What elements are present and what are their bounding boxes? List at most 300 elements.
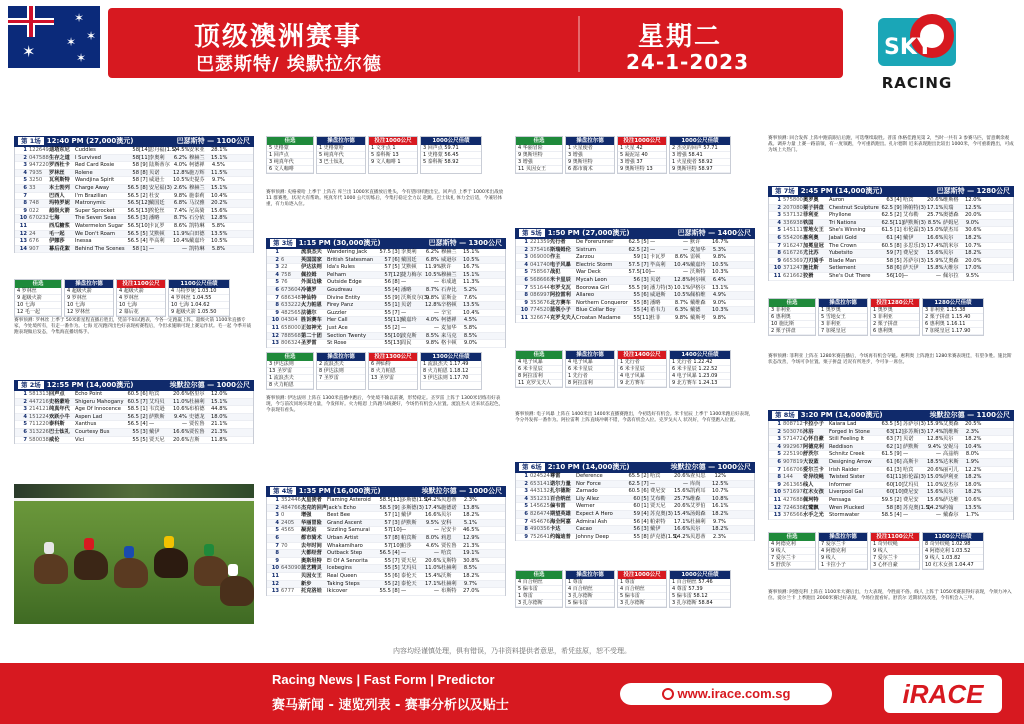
tip-table [266, 352, 314, 390]
disclaimer: 内容均经谨慎处理，俱有错误，乃非资料提供者意思，希凭兹原，恕不受理。 [393, 647, 631, 655]
runner-row[interactable] [769, 505, 1013, 513]
tip-row: 9 罗林丝 [65, 295, 113, 302]
race-prize: (14,000澳元) [832, 411, 883, 419]
jockey-strike: — [935, 272, 941, 279]
runner-row[interactable] [267, 302, 505, 310]
runner-row[interactable] [769, 197, 1013, 205]
runner-trainer: 贾佐鲁 [441, 542, 457, 549]
race-header-right [937, 186, 1010, 197]
tip-row: 2 栗子拼盘 [871, 321, 919, 328]
runner-weight: 56 [384, 279, 391, 286]
trainer-strike: 5.1% [463, 519, 477, 526]
runner-number: 10 [520, 307, 528, 314]
race-number: 第 4场 [270, 487, 296, 495]
runner-name-en: Urban Artist [327, 534, 359, 541]
runner-row[interactable] [267, 317, 505, 325]
runner-number: 7 [275, 542, 279, 549]
runner-trainer: 柯尔顿 [690, 276, 706, 283]
runner-name-cn: 罗林丝 [49, 169, 65, 176]
runner-row[interactable] [267, 279, 505, 287]
runner-barrier: [8] [140, 184, 148, 191]
runner-name-cn: 布罗戈瓦 [550, 284, 571, 291]
runner-trainer: 麦加华 [690, 246, 706, 253]
tip-row: 6 米卡星辰 [516, 366, 562, 373]
runner-row[interactable] [15, 429, 253, 437]
runner-row[interactable] [516, 315, 754, 323]
runner-trainer: 石分依 [189, 215, 205, 222]
runner-number: 3 [524, 488, 528, 495]
runner-jockey: 沃斯皮尔(3) [401, 294, 430, 301]
race-header [768, 186, 1014, 197]
runner-trainer: 库尚 [690, 480, 701, 487]
runner-name-cn: 刀刃骑手 [803, 257, 824, 264]
runner-number: 7 [275, 294, 279, 301]
runner-row[interactable] [267, 573, 505, 581]
runner-trainer: 艾罗伯 [690, 503, 706, 510]
runner-weight: 57 [384, 542, 391, 549]
runner-name-en: Wandjina Spirit [75, 177, 115, 184]
runner-weight: 55 [384, 557, 391, 564]
runner-jockey: 潘略 [149, 215, 160, 222]
runner-trainer: 佩柏维 [690, 292, 706, 299]
runner-weight: 55 [384, 340, 391, 347]
tip-row: 12 毛一起 [15, 309, 61, 316]
runner-name-cn: 克罗戈夫人 [550, 314, 576, 321]
runner-trainer: 凯特琳 [189, 222, 205, 229]
trainer-strike: 21.3% [211, 428, 228, 435]
runner-number: 9 [275, 309, 279, 316]
runner-weight: 56.5 [127, 215, 139, 222]
runner-row[interactable] [769, 250, 1013, 258]
runner-barrier: [10] [391, 542, 402, 549]
race-4-tips [515, 136, 731, 174]
runner-weight: 58 [132, 169, 139, 176]
trainer-strike: 20.5% [965, 421, 982, 427]
trainer-strike: 10.5% [211, 238, 228, 245]
runner-trainer: 施德诺 [441, 504, 457, 511]
runner-list [768, 421, 1014, 520]
runner-barrier: [8] [641, 533, 649, 540]
jockey-strike: 8.5% [927, 219, 941, 226]
runner-number: 4 [777, 443, 781, 450]
runner-name-en: Auron [829, 197, 845, 203]
runner-trainer: 贝瑞 [943, 204, 954, 211]
runner-form: 571697 [783, 489, 803, 496]
runner-row[interactable] [769, 489, 1013, 497]
tip-row: 2 栗子拼盘 [769, 328, 815, 335]
runner-row[interactable] [267, 333, 505, 341]
runner-number: 8 [777, 250, 781, 257]
runner-trainer: 穆赫兰 [189, 184, 205, 191]
runner-row[interactable] [516, 307, 754, 315]
jockey-strike: 17.1% [425, 580, 442, 587]
jockey-strike: 11.0% [927, 481, 944, 488]
trainer-strike: 18.0% [965, 481, 982, 488]
race-time: 1:50 PM [547, 229, 580, 237]
runner-row[interactable] [267, 325, 505, 333]
runner-form: 041740 [530, 261, 550, 268]
runner-row[interactable] [516, 488, 754, 496]
runner-row[interactable] [15, 391, 253, 399]
jockey-strike: 6.2% [173, 154, 187, 161]
runner-row[interactable] [769, 474, 1013, 482]
runner-weight: 56.5 [379, 550, 391, 557]
runner-row[interactable] [267, 512, 505, 520]
runner-name-en: Echo Point [75, 391, 103, 397]
runner-jockey: 哈宾 [903, 466, 914, 473]
trainer-strike: 10.5% [463, 256, 480, 263]
runner-weight: 58 [132, 147, 139, 153]
runner-row[interactable] [15, 200, 253, 208]
jockey-strike: — [433, 588, 439, 595]
race-prize: (14,000澳元) [83, 381, 134, 389]
runner-form: 575800 [783, 197, 803, 203]
jockey-strike: — [433, 279, 439, 286]
trainer-strike: 21.1% [211, 421, 228, 428]
runner-row[interactable] [267, 340, 505, 348]
trainer-strike: 10.7% [965, 242, 982, 249]
jockey-strike: 12.8% [425, 302, 442, 309]
runner-number: 4 [524, 261, 528, 268]
runner-weight: 55 [384, 286, 391, 293]
runner-row[interactable] [769, 273, 1013, 281]
runner-row[interactable] [769, 212, 1013, 220]
runner-number: 5 [777, 451, 781, 458]
runner-form: 04304 [281, 317, 298, 324]
runner-jockey: 苏萨尔(3) [903, 257, 926, 264]
runner-name-en: Northern Conqueror [576, 299, 628, 306]
runner-row[interactable] [267, 550, 505, 558]
runner-name-cn: 都市骑术 [301, 534, 322, 541]
runner-barrier: [1] [641, 503, 649, 510]
runner-jockey: 戴伊 [903, 234, 914, 241]
tip-row: 12 罗林丝 [65, 309, 113, 316]
runner-row[interactable] [15, 215, 253, 223]
tip-table [617, 570, 667, 608]
trainer-strike: 6.4% [712, 276, 726, 283]
tip-table-header: 操盘拉尔德 [819, 299, 867, 307]
svg-text:SKY: SKY [884, 35, 933, 60]
tip-table [565, 570, 615, 608]
runner-barrier: [6] [140, 391, 148, 397]
tip-table-header: 1100公尺佳绩 [923, 533, 983, 541]
trainer-strike: 12.8% [211, 215, 228, 222]
runner-row[interactable] [769, 497, 1013, 505]
runner-row[interactable] [516, 503, 754, 511]
runner-jockey: 思丹福(1.5) [149, 147, 177, 153]
runner-name-cn: 水手之光 [803, 512, 824, 519]
runner-row[interactable] [267, 565, 505, 573]
runner-name-cn: 爱尔兰卡 [803, 466, 824, 473]
runner-barrier: [9] [894, 451, 902, 458]
tip-row: 4 百合纳丝 [566, 586, 614, 593]
runner-number: 2 [275, 504, 279, 511]
runner-row[interactable] [15, 185, 253, 193]
runner-name-en: Outside Edge [327, 279, 362, 286]
runner-weight: 62.5 [628, 246, 640, 253]
runner-name-cn: 佩珂特 [803, 496, 819, 503]
runner-jockey: 费尼安 [903, 489, 919, 496]
runner-barrier: [8] [894, 504, 902, 511]
runner-form: 443132 [530, 488, 550, 495]
trainer-strike: 4.9% [712, 292, 726, 299]
runner-row[interactable] [267, 287, 505, 295]
runner-weight: 61.5 [881, 227, 893, 234]
runner-row[interactable] [516, 269, 754, 277]
runner-form: 214121 [29, 406, 49, 413]
runner-barrier: [7] [140, 177, 148, 184]
runner-form: 207080 [783, 204, 803, 211]
tip-table [870, 532, 920, 570]
runner-row[interactable] [516, 254, 754, 262]
runner-weight: 60 [633, 503, 640, 510]
runner-jockey: — [903, 272, 909, 279]
tip-row: 13 圣罗雷 [267, 368, 313, 375]
runner-barrier: [2] [392, 324, 400, 331]
runner-row[interactable] [769, 227, 1013, 235]
runner-form: 353676 [530, 299, 550, 306]
tip-row: 1 史格蒙哈 [317, 145, 365, 152]
runner-row[interactable] [267, 249, 505, 257]
runner-name-cn: 正如神光 [301, 324, 322, 331]
runner-barrier: [7] [894, 250, 902, 257]
runner-name-cn: 伊娜莎 [49, 238, 65, 245]
race-1-tips [14, 279, 230, 317]
runner-row[interactable] [516, 292, 754, 300]
runner-name-en: Kaiara Lad [829, 421, 857, 427]
runner-number: 9 [524, 533, 528, 540]
runner-jockey: 潘略 [650, 299, 661, 306]
runner-row[interactable] [516, 473, 754, 481]
jockey-strike: 8.0% [425, 534, 439, 541]
runner-name-en: Ikicover [327, 588, 348, 595]
runner-trainer: 安杰尔 [943, 481, 959, 488]
jockey-strike: 4.0% [425, 317, 439, 324]
runner-row[interactable] [516, 534, 754, 542]
tip-table [316, 136, 366, 174]
jockey-strike: — [433, 527, 439, 534]
runner-name-en: Pelham [327, 271, 347, 278]
runner-row[interactable] [15, 231, 253, 239]
runner-weight: 58 [132, 154, 139, 161]
runner-trainer: 戴德 [690, 307, 701, 314]
runner-row[interactable] [267, 497, 505, 505]
runner-row[interactable] [267, 581, 505, 589]
runner-form: 024524 [530, 473, 550, 479]
runner-name-cn: 米卡星辰 [550, 276, 571, 283]
tip-row: 4 电子风暴 [516, 359, 562, 366]
runner-row[interactable] [267, 264, 505, 272]
runner-number: 1 [23, 391, 27, 397]
jockey-strike: — [682, 239, 688, 245]
runner-row[interactable] [267, 527, 505, 535]
runner-row[interactable] [769, 235, 1013, 243]
runner-name-cn: 卡拉小子 [803, 421, 824, 427]
runner-number: 5 [23, 177, 27, 184]
runner-name-cn: 雪地女王 [803, 227, 824, 234]
jockey-strike: 8.6% [674, 254, 688, 261]
runner-row[interactable] [15, 223, 253, 231]
runner-jockey: — [149, 421, 155, 428]
runner-row[interactable] [516, 239, 754, 247]
runner-row[interactable] [267, 535, 505, 543]
runner-jockey: 苏萨尔(3) [903, 421, 926, 427]
race-5-tips [515, 350, 731, 388]
runner-number: 6 [23, 428, 27, 435]
jockey-strike: 20.6% [425, 557, 442, 564]
runner-row[interactable] [15, 421, 253, 429]
runner-name-en: Werner [576, 503, 595, 510]
runner-trainer: 沃斯 [441, 572, 452, 579]
jockey-strike: 16.6% [674, 526, 691, 533]
runner-row[interactable] [769, 512, 1013, 520]
runner-trainer: 施万辉 [189, 169, 205, 176]
tip-row: 7 加冕皇冠 [819, 328, 867, 335]
runner-weight: 56.5 [127, 184, 139, 191]
runner-barrier: [4] [140, 421, 148, 428]
runner-trainer: 凯米尔 [943, 242, 959, 249]
runner-row[interactable] [769, 421, 1013, 429]
runner-number: 10 [773, 265, 781, 272]
runner-form: 581313 [29, 391, 49, 397]
runner-row[interactable] [15, 162, 253, 170]
runner-trainer: 史提芬 [189, 177, 205, 184]
runner-trainer: 凯莉耳 [690, 488, 706, 495]
runner-row[interactable] [15, 246, 253, 254]
tip-table-header: 投注1000公尺 [618, 571, 666, 579]
runner-trainer: 尼高骑 [189, 207, 205, 214]
runner-jockey: — [903, 451, 909, 458]
race-time: 12:55 PM [46, 381, 84, 389]
runner-row[interactable] [15, 437, 253, 445]
runner-form: 375416 [530, 246, 550, 253]
date-label: 24-1-2023 [626, 50, 750, 74]
runner-list [266, 497, 506, 596]
runner-barrier: [12] [893, 428, 904, 435]
jockey-strike: 6.8% [173, 200, 187, 207]
runner-name-en: Admiral Ash [576, 518, 608, 525]
runner-weight: 56 [633, 526, 640, 533]
runner-form: 122649 [29, 147, 49, 153]
tip-row: 4 阿德克利 [769, 541, 815, 548]
runner-jockey: 多斯德(3) [401, 504, 424, 511]
runner-form: 70 [281, 542, 288, 549]
runner-name-en: Shigeru Mahogany [75, 398, 124, 405]
website-link[interactable] [620, 683, 832, 705]
runner-number: 5 [777, 227, 781, 234]
runner-name-en: Section Twenty [327, 332, 367, 339]
runner-row[interactable] [267, 588, 505, 596]
runner-number: 5 [275, 527, 279, 534]
runner-weight: 55.5 [628, 284, 640, 291]
runner-name-en: Johnny Deep [576, 533, 609, 540]
runner-weight: 55 [384, 302, 391, 309]
runner-trainer: 伊格尔 [690, 284, 706, 291]
runner-name-cn: 线人 [803, 481, 814, 488]
runner-number: 1 [524, 239, 528, 245]
runner-name-cn: 施比斯 [803, 265, 819, 272]
runner-number: 1 [275, 249, 279, 255]
runner-row[interactable] [516, 277, 754, 285]
runner-form: 806324 [281, 340, 301, 347]
runner-name-en: Boorowa Girl [576, 284, 610, 291]
runner-form [29, 223, 49, 230]
trainer-strike: 5.8% [211, 245, 225, 252]
tip-row: 1 流浪杰夫 1.17.49 [421, 361, 481, 368]
runner-jockey: — [650, 480, 656, 487]
runner-weight: 58 [132, 245, 139, 252]
tip-row: 10 红木女孩 1.04.47 [923, 562, 983, 569]
runner-weight: 58 [886, 257, 893, 264]
tip-row: 4 百合纳丝 [618, 586, 666, 593]
tip-table [368, 136, 418, 174]
runner-row[interactable] [769, 459, 1013, 467]
runner-barrier: [4] [641, 518, 649, 525]
tip-row: 4 百合纳丝 [516, 579, 562, 586]
runner-row[interactable] [516, 526, 754, 534]
runner-row[interactable] [15, 147, 253, 155]
race-1-card [14, 136, 254, 253]
runner-barrier: [4] [140, 238, 148, 245]
race-header-left [270, 486, 381, 497]
runner-weight: 55.5 [379, 588, 391, 595]
race-header-right [930, 410, 1010, 421]
runner-row[interactable] [769, 436, 1013, 444]
runner-row[interactable] [516, 511, 754, 519]
runner-jockey: — [401, 324, 407, 331]
runner-name-cn: 菲利亚 [803, 212, 819, 219]
tip-table-header: 操盘拉尔德 [566, 137, 614, 145]
runner-jockey: 萨默斯 [903, 443, 919, 450]
runner-row[interactable] [15, 406, 253, 414]
runner-trainer: 默许 [690, 239, 701, 245]
runner-trainer: 贝尔 [690, 526, 701, 533]
runner-name-en: Nor Force [576, 480, 601, 487]
runner-name-cn: 百合纳丝 [550, 495, 571, 502]
runner-form: 758567 [530, 269, 550, 276]
runner-form: 758 [281, 271, 291, 278]
runner-barrier: [11] [139, 154, 150, 161]
runner-row[interactable] [769, 451, 1013, 459]
runner-weight: 55 [384, 294, 391, 301]
runner-row[interactable] [769, 265, 1013, 273]
runner-form: 633222 [281, 302, 301, 309]
race-number: 第 7场 [772, 187, 798, 195]
runner-form: 788568 [281, 332, 301, 339]
tip-row: 9 北方赛车 [618, 380, 666, 387]
horse-race-photo [14, 484, 254, 624]
runner-weight: 58.5 [127, 406, 139, 413]
tip-table [565, 350, 615, 388]
runner-form: 376566 [783, 512, 803, 519]
runner-jockey: 费尼安 [903, 496, 919, 503]
tip-row: 9 文人咖啡 1 [369, 159, 417, 166]
page-title: 顶级澳洲赛事 [194, 22, 363, 52]
runner-form: 221359 [530, 239, 550, 245]
runner-name-en: Allareo [576, 292, 594, 299]
runner-row[interactable] [15, 238, 253, 246]
runner-name-cn: 大设蓝 [803, 458, 819, 465]
runner-weight: 63.5 [881, 421, 893, 427]
trainer-strike: 10.3% [712, 269, 729, 276]
runner-barrier: [2] [392, 580, 400, 587]
tip-row: 11 克罗戈夫人 [516, 380, 562, 387]
runner-number: 4 [23, 413, 27, 420]
runner-row[interactable] [15, 177, 253, 185]
runner-jockey: — [401, 309, 407, 316]
runner-trainer: 格卡顿 [441, 340, 457, 347]
runner-name-cn: 七海 [49, 215, 60, 222]
